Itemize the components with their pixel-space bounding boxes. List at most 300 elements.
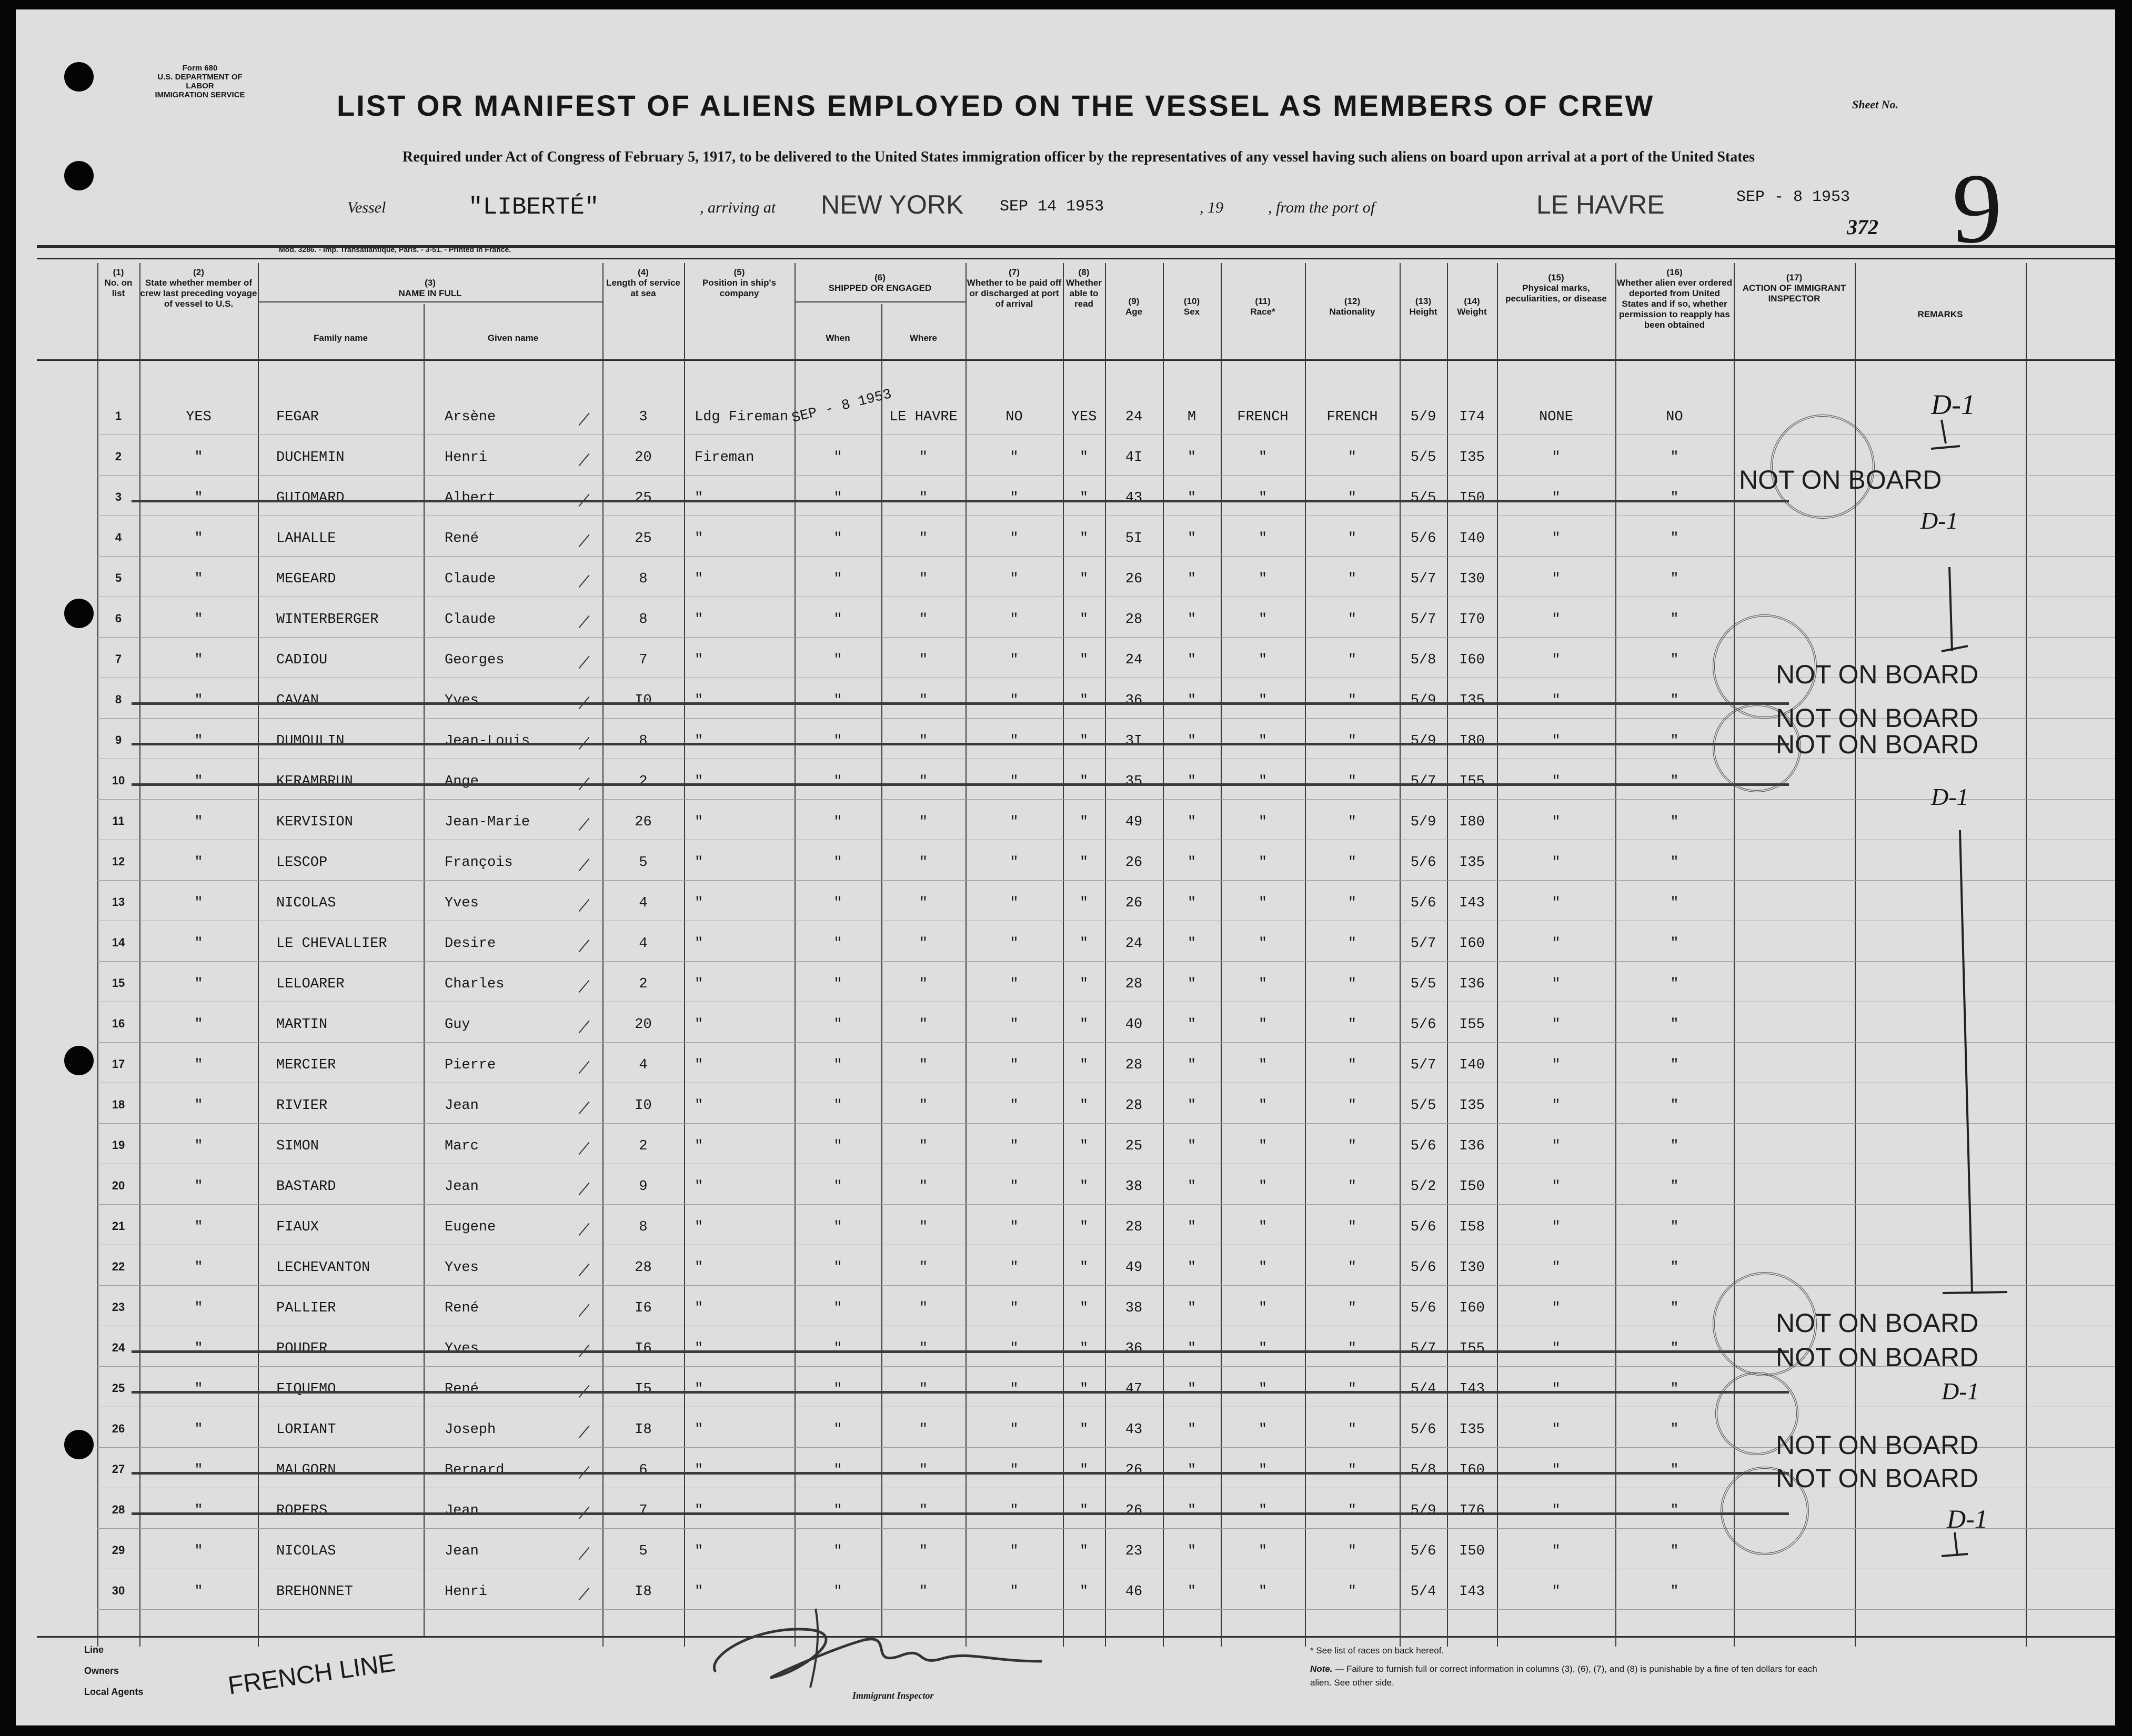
cell-prev: "	[194, 571, 203, 587]
cell-sex: "	[1187, 814, 1196, 830]
column-number: (2)	[193, 267, 204, 277]
cell-given: François	[445, 855, 513, 871]
cell-age: 28	[1125, 1098, 1143, 1114]
cell-family: RIVIER	[276, 1098, 328, 1114]
cell-deported: "	[1670, 693, 1679, 709]
cell-height: 5/7	[1410, 1341, 1436, 1357]
cell-no: 19	[112, 1138, 125, 1152]
cell-where: "	[919, 1057, 928, 1073]
cell-where: "	[919, 1584, 928, 1600]
cell-weight: I50	[1459, 1179, 1485, 1195]
year-label: , 19	[1200, 199, 1223, 216]
cell-when: "	[833, 895, 842, 911]
cell-height: 5/6	[1410, 1017, 1436, 1033]
column-label: No. on list	[104, 278, 133, 298]
cell-service: 8	[639, 1219, 648, 1235]
cell-position: "	[695, 1584, 703, 1600]
cell-read: "	[1079, 1179, 1089, 1195]
column-number: (1)	[113, 267, 124, 277]
check-mark	[579, 1223, 590, 1236]
cell-read: "	[1079, 774, 1089, 790]
row-rule	[97, 556, 2115, 557]
strike-through	[132, 1512, 1789, 1515]
column-label: ACTION OF IMMIGRANT INSPECTOR	[1742, 283, 1846, 304]
remark-d1: D-1	[1947, 1504, 1988, 1533]
note-text: — Failure to furnish full or correct information in columns (3), (6), (7), and (8) is punishable by a fine of ten dollars for each alien. See other side.	[1310, 1664, 1817, 1688]
cell-where: "	[919, 652, 928, 668]
cell-marks: "	[1552, 1300, 1561, 1316]
cell-nat: "	[1347, 531, 1357, 547]
cell-nat: "	[1347, 1098, 1357, 1114]
cell-where: "	[919, 1543, 928, 1559]
cell-height: 5/6	[1410, 1543, 1436, 1559]
cell-nat: "	[1347, 895, 1357, 911]
cell-no: 6	[115, 612, 122, 625]
cell-when: "	[833, 1462, 842, 1478]
cell-given: Henri	[445, 1584, 488, 1600]
cell-marks: "	[1552, 1017, 1561, 1033]
check-mark	[579, 940, 590, 952]
cell-service: 3	[639, 409, 648, 425]
line-label: Line	[84, 1644, 104, 1655]
check-mark	[579, 1264, 590, 1276]
cell-family: LORIANT	[276, 1422, 336, 1438]
cell-read: "	[1079, 612, 1089, 628]
printer-line: Mod. 3286. - Imp. Transatlantique, Paris. - 3-51. - Printed in France.	[279, 245, 511, 254]
cell-family: ROPERS	[276, 1503, 328, 1519]
cell-no: 3	[115, 490, 122, 503]
column-label: Whether to be paid off or discharged at port of arrival	[967, 278, 1062, 309]
cell-weight: I35	[1459, 693, 1485, 709]
cell-given: Arsène	[445, 409, 496, 425]
cell-position: "	[695, 1260, 703, 1276]
cell-deported: "	[1670, 612, 1679, 628]
cell-when: "	[833, 531, 842, 547]
cell-prev: "	[194, 1503, 203, 1519]
cell-weight: I60	[1459, 652, 1485, 668]
cell-age: 26	[1125, 1503, 1143, 1519]
cell-age: 28	[1125, 976, 1143, 992]
cell-when: "	[833, 1300, 842, 1316]
cell-sex: "	[1187, 774, 1196, 790]
cell-family: FIQUEMO	[276, 1381, 336, 1397]
cell-paid: "	[1010, 693, 1019, 709]
cell-paid: "	[1010, 450, 1019, 466]
cell-age: 49	[1125, 814, 1143, 830]
cell-sex: "	[1187, 1017, 1196, 1033]
cell-service: 6	[639, 1462, 648, 1478]
cell-where: "	[919, 936, 928, 952]
cell-age: 28	[1125, 1057, 1143, 1073]
cell-given: Bernard	[445, 1462, 505, 1478]
vessel-label: Vessel	[347, 199, 386, 216]
cell-when: "	[833, 976, 842, 992]
cell-family: LESCOP	[276, 855, 328, 871]
cell-paid: "	[1010, 1503, 1019, 1519]
cell-when: "	[833, 1057, 842, 1073]
cell-prev: "	[194, 1017, 203, 1033]
cell-height: 5/6	[1410, 1260, 1436, 1276]
cell-where: "	[919, 1462, 928, 1478]
column-label: REMARKS	[1917, 309, 1963, 319]
cell-given: Marc	[445, 1138, 479, 1154]
header-rule-2	[37, 258, 2115, 259]
cell-height: 5/9	[1410, 409, 1436, 425]
binder-hole	[64, 62, 94, 92]
cell-age: 26	[1125, 1462, 1143, 1478]
cell-age: 24	[1125, 652, 1143, 668]
cell-where: "	[919, 1098, 928, 1114]
cell-paid: "	[1010, 814, 1019, 830]
column-header	[1163, 296, 1221, 317]
cell-when: "	[833, 1584, 842, 1600]
cell-sex: "	[1187, 1584, 1196, 1600]
cell-nat: "	[1347, 1503, 1357, 1519]
check-mark	[579, 534, 590, 547]
cell-position: "	[695, 1057, 703, 1073]
cell-marks: "	[1552, 571, 1561, 587]
cell-no: 26	[112, 1422, 125, 1435]
cell-position: "	[695, 1503, 703, 1519]
column-divider	[1305, 263, 1306, 1647]
cell-read: "	[1079, 1138, 1089, 1154]
department: U.S. DEPARTMENT OF LABOR	[157, 73, 243, 90]
cell-no: 28	[112, 1503, 125, 1516]
vessel-name: "LIBERTÉ"	[468, 194, 599, 221]
subtitle: Required under Act of Congress of February 5, 1917, to be delivered to the United States immigration officer by the representatives of any vessel having such aliens on board upon arrival at a port of the United States	[403, 149, 1755, 165]
cell-prev: "	[194, 774, 203, 790]
cell-read: "	[1079, 936, 1089, 952]
column-header	[1447, 296, 1497, 317]
column-number: (11)	[1255, 296, 1271, 306]
cell-race: "	[1258, 1422, 1268, 1438]
cell-when: "	[833, 450, 842, 466]
remark-d1: D-1	[1931, 389, 1975, 420]
cell-sex: "	[1187, 895, 1196, 911]
cell-prev: "	[194, 531, 203, 547]
cell-race: "	[1258, 733, 1268, 749]
from-port: LE HAVRE	[1536, 190, 1665, 219]
cell-height: 5/8	[1410, 1462, 1436, 1478]
cell-sex: M	[1187, 409, 1196, 425]
binder-hole	[64, 1046, 94, 1075]
cell-read: "	[1079, 1584, 1089, 1600]
cell-prev: "	[194, 693, 203, 709]
cell-service: I8	[635, 1422, 652, 1438]
cell-marks: "	[1552, 1219, 1561, 1235]
cell-service: 20	[635, 450, 652, 466]
column-header	[139, 267, 258, 309]
cell-weight: I43	[1459, 1584, 1485, 1600]
cell-nat: "	[1347, 936, 1357, 952]
cell-nat: "	[1347, 855, 1357, 871]
cell-service: 4	[639, 895, 648, 911]
cell-height: 5/7	[1410, 774, 1436, 790]
list-number: 372	[1847, 215, 1878, 239]
cell-where: "	[919, 976, 928, 992]
strike-through	[132, 743, 1789, 745]
cell-given: Jean-Louis	[445, 733, 530, 749]
cell-service: 28	[635, 1260, 652, 1276]
cell-prev: "	[194, 1584, 203, 1600]
cell-weight: I80	[1459, 733, 1485, 749]
check-mark	[579, 1183, 590, 1195]
cell-marks: "	[1552, 652, 1561, 668]
column-number: (7)	[1009, 267, 1020, 277]
cell-nat: "	[1347, 814, 1357, 830]
column-label: Whether alien ever ordered deported from United States and if so, whether permission to reapply has been obtained	[1616, 278, 1733, 330]
column-label: Given name	[487, 333, 539, 343]
cell-paid: "	[1010, 1017, 1019, 1033]
strike-through	[132, 783, 1789, 786]
cell-given: Joseph	[445, 1422, 496, 1438]
cell-marks: "	[1552, 774, 1561, 790]
cell-when: "	[833, 1219, 842, 1235]
cell-when: SEP - 8 1953	[790, 386, 893, 427]
cell-sex: "	[1187, 531, 1196, 547]
cell-weight: I60	[1459, 936, 1485, 952]
cell-nat: "	[1347, 774, 1357, 790]
column-number: (15)	[1548, 272, 1564, 282]
cell-nat: "	[1347, 976, 1357, 992]
cell-given: Yves	[445, 1260, 479, 1276]
column-label: Where	[910, 333, 937, 343]
cell-height: 5/7	[1410, 612, 1436, 628]
cell-prev: "	[194, 814, 203, 830]
cell-when: "	[833, 1381, 842, 1397]
cell-no: 25	[112, 1381, 125, 1395]
cell-position: "	[695, 895, 703, 911]
cell-deported: NO	[1666, 409, 1683, 425]
cell-deported: "	[1670, 1300, 1679, 1316]
cell-race: "	[1258, 1219, 1268, 1235]
cell-when: "	[833, 774, 842, 790]
cell-family: WINTERBERGER	[276, 612, 379, 628]
cell-paid: "	[1010, 936, 1019, 952]
cell-paid: "	[1010, 612, 1019, 628]
cell-paid: "	[1010, 1260, 1019, 1276]
cell-prev: "	[194, 895, 203, 911]
cell-weight: I35	[1459, 450, 1485, 466]
cell-prev: "	[194, 1179, 203, 1195]
page-number: 9	[1952, 154, 2002, 264]
form-info	[145, 64, 255, 99]
cell-no: 21	[112, 1219, 125, 1233]
cell-service: 2	[639, 774, 648, 790]
column-number: (14)	[1464, 296, 1480, 306]
cell-sex: "	[1187, 571, 1196, 587]
cell-race: "	[1258, 1057, 1268, 1073]
cell-weight: I76	[1459, 1503, 1485, 1519]
cell-weight: I50	[1459, 490, 1485, 506]
cell-where: "	[919, 855, 928, 871]
cell-nat: "	[1347, 1260, 1357, 1276]
cell-race: "	[1258, 895, 1268, 911]
cell-given: René	[445, 1300, 479, 1316]
cell-race: "	[1258, 855, 1268, 871]
cell-prev: "	[194, 450, 203, 466]
cell-sex: "	[1187, 1057, 1196, 1073]
cell-deported: "	[1670, 774, 1679, 790]
cell-service: 2	[639, 976, 648, 992]
cell-position: "	[695, 1017, 703, 1033]
check-mark	[579, 1426, 590, 1438]
table-bottom	[37, 1636, 2115, 1638]
cell-service: I6	[635, 1300, 652, 1316]
cell-sex: "	[1187, 1462, 1196, 1478]
column-number: (9)	[1128, 296, 1140, 306]
cell-age: 26	[1125, 895, 1143, 911]
cell-marks: "	[1552, 1584, 1561, 1600]
column-divider	[97, 263, 98, 1647]
cell-age: 5I	[1125, 531, 1143, 547]
cell-marks: "	[1552, 895, 1561, 911]
cell-when: "	[833, 1543, 842, 1559]
cell-nat: "	[1347, 1462, 1357, 1478]
cell-weight: I60	[1459, 1462, 1485, 1478]
binder-hole	[64, 599, 94, 628]
cell-when: "	[833, 571, 842, 587]
cell-marks: "	[1552, 855, 1561, 871]
check-mark	[579, 899, 590, 912]
cell-nat: "	[1347, 652, 1357, 668]
cell-no: 17	[112, 1057, 125, 1071]
cell-service: 8	[639, 571, 648, 587]
cell-given: René	[445, 531, 479, 547]
cell-height: 5/5	[1410, 450, 1436, 466]
races-note: * See list of races on back hereof.	[1310, 1646, 1444, 1656]
cell-family: MALGORN	[276, 1462, 336, 1478]
cell-position: "	[695, 976, 703, 992]
cell-where: "	[919, 895, 928, 911]
cell-paid: "	[1010, 1584, 1019, 1600]
column-header	[1063, 267, 1105, 309]
cell-family: POUDER	[276, 1341, 328, 1357]
cell-no: 10	[112, 774, 125, 787]
cell-position: "	[695, 1179, 703, 1195]
cell-paid: "	[1010, 652, 1019, 668]
not-on-board-stamp: NOT ON BOARD	[1776, 730, 1979, 759]
cell-given: Eugene	[445, 1219, 496, 1235]
cell-given: Claude	[445, 571, 496, 587]
cell-service: 20	[635, 1017, 652, 1033]
check-mark	[579, 575, 590, 588]
cell-family: DUMOULIN	[276, 733, 345, 749]
column-label: NAME IN FULL	[398, 288, 462, 298]
cell-read: "	[1079, 1017, 1089, 1033]
cell-where: "	[919, 1138, 928, 1154]
cell-deported: "	[1670, 1422, 1679, 1438]
cell-prev: "	[194, 1219, 203, 1235]
column-divider	[1221, 263, 1222, 1647]
cell-nat: "	[1347, 1017, 1357, 1033]
cell-paid: "	[1010, 895, 1019, 911]
cell-service: 26	[635, 814, 652, 830]
check-mark	[579, 413, 590, 426]
strike-through	[132, 1391, 1789, 1394]
cell-read: "	[1079, 1260, 1089, 1276]
cell-paid: NO	[1005, 409, 1023, 425]
cell-race: "	[1258, 1260, 1268, 1276]
cell-position: "	[695, 774, 703, 790]
cell-given: Desire	[445, 936, 496, 952]
cell-when: "	[833, 652, 842, 668]
inspector-label: Immigrant Inspector	[852, 1690, 934, 1701]
cell-nat: "	[1347, 1300, 1357, 1316]
cell-sex: "	[1187, 1503, 1196, 1519]
cell-where: "	[919, 490, 928, 506]
cell-given: Ange	[445, 774, 479, 790]
cell-when: "	[833, 1341, 842, 1357]
column-label: Length of service at sea	[606, 278, 680, 298]
cell-prev: "	[194, 1300, 203, 1316]
cell-age: 49	[1125, 1260, 1143, 1276]
cell-read: "	[1079, 693, 1089, 709]
cell-marks: "	[1552, 1422, 1561, 1438]
cell-race: "	[1258, 1138, 1268, 1154]
column-number: (4)	[638, 267, 649, 277]
arriving-label: , arriving at	[700, 199, 776, 216]
cell-read: "	[1079, 895, 1089, 911]
cell-paid: "	[1010, 1300, 1019, 1316]
cell-deported: "	[1670, 531, 1679, 547]
column-label: Nationality	[1329, 307, 1375, 317]
cell-race: "	[1258, 1341, 1268, 1357]
cell-service: 8	[639, 612, 648, 628]
cell-age: 23	[1125, 1543, 1143, 1559]
column-header	[258, 278, 602, 299]
cell-age: 36	[1125, 693, 1143, 709]
cell-marks: NONE	[1539, 409, 1573, 425]
cell-read: "	[1079, 1098, 1089, 1114]
cell-read: "	[1079, 814, 1089, 830]
cell-weight: I35	[1459, 855, 1485, 871]
cell-position: "	[695, 1543, 703, 1559]
cell-race: "	[1258, 1584, 1268, 1600]
group-divider	[258, 301, 602, 302]
cell-marks: "	[1552, 1503, 1561, 1519]
row-rule	[97, 1042, 2115, 1043]
cell-no: 14	[112, 936, 125, 949]
cell-sex: "	[1187, 976, 1196, 992]
cell-marks: "	[1552, 612, 1561, 628]
cell-service: 7	[639, 1503, 648, 1519]
cell-position: "	[695, 571, 703, 587]
check-mark	[579, 1588, 590, 1600]
not-on-board-stamp: NOT ON BOARD	[1776, 703, 1979, 733]
row-rule	[97, 637, 2115, 638]
cell-position: "	[695, 1300, 703, 1316]
cell-deported: "	[1670, 1584, 1679, 1600]
cell-given: Yves	[445, 693, 479, 709]
cell-read: "	[1079, 652, 1089, 668]
cell-marks: "	[1552, 1462, 1561, 1478]
cell-height: 5/4	[1410, 1584, 1436, 1600]
remark-d1: D-1	[1942, 1378, 1979, 1405]
cell-nat: "	[1347, 1179, 1357, 1195]
column-label: When	[826, 333, 850, 343]
cell-age: 4I	[1125, 450, 1143, 466]
column-number: (16)	[1666, 267, 1683, 277]
column-header	[1497, 272, 1615, 304]
cell-service: I0	[635, 693, 652, 709]
cell-deported: "	[1670, 1381, 1679, 1397]
cell-where: "	[919, 733, 928, 749]
cell-sex: "	[1187, 1300, 1196, 1316]
cell-paid: "	[1010, 571, 1019, 587]
column-header	[1400, 296, 1447, 317]
cell-when: "	[833, 1422, 842, 1438]
